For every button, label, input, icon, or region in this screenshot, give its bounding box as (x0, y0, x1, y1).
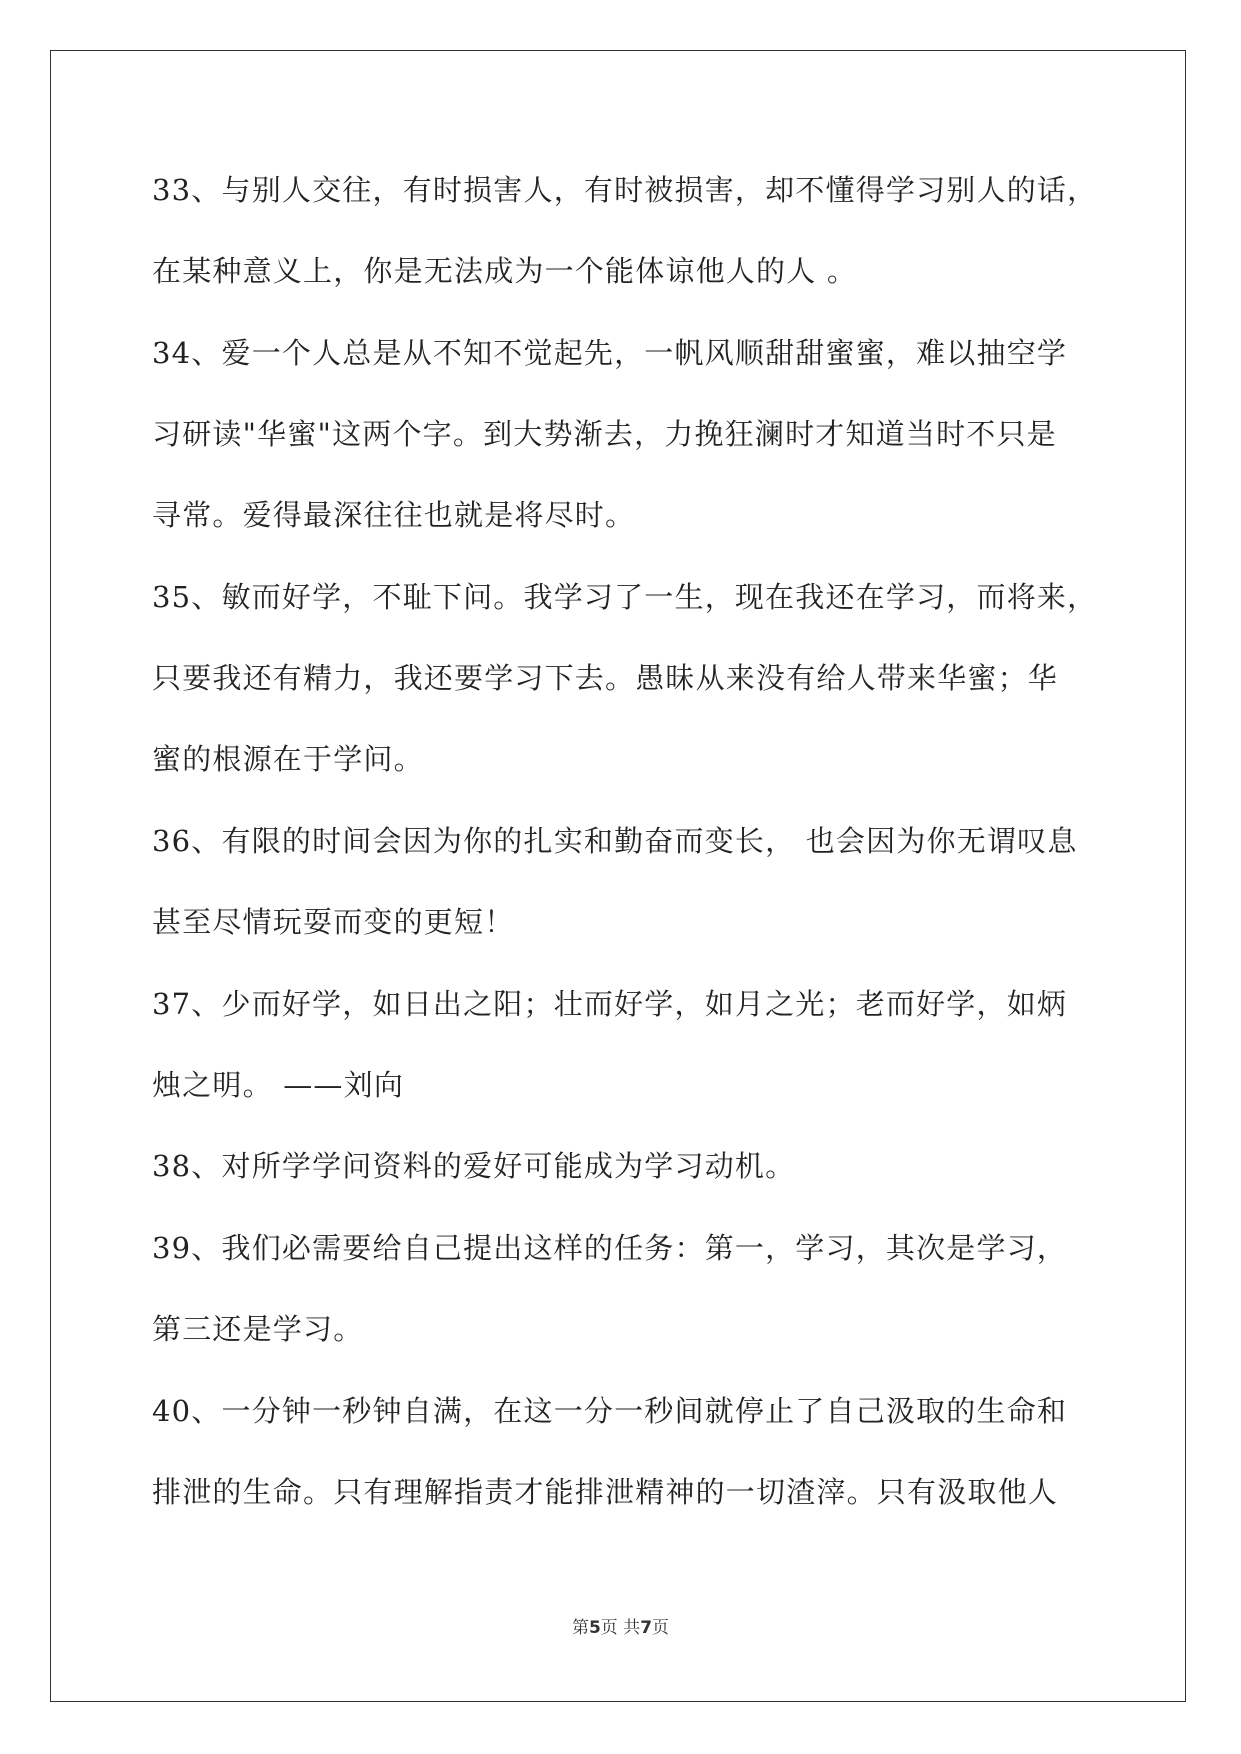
total-page-number: 7 (640, 1618, 653, 1638)
current-page-number: 5 (588, 1618, 601, 1638)
text-line: 甚至尽情玩耍而变的更短！ (152, 905, 515, 939)
text-line: 蜜的根源在于学问。 (152, 742, 424, 776)
text-line: 排泄的生命。只有理解指责才能排泄精神的一切渣滓。只有汲取他人 (152, 1475, 1059, 1509)
page-footer (0, 1618, 1241, 1638)
text-line: 寻常。爱得最深往往也就是将尽时。 (152, 498, 636, 532)
text-line: 36、有限的时间会因为你的扎实和勤奋而变长， 也会因为你无谓叹息 (152, 824, 1078, 858)
text-line: 习研读"华蜜"这两个字。到大势渐去，力挽狂澜时才知道当时不只是 (152, 417, 1057, 451)
text-line: 37、少而好学，如日出之阳；壮而好学，如月之光；老而好学，如炳 (152, 987, 1068, 1021)
text-line: 35、敏而好学，不耻下问。我学习了一生，现在我还在学习，而将来， (152, 580, 1098, 614)
text-line: 38、对所学学问资料的爱好可能成为学习动机。 (152, 1149, 796, 1183)
footer-suffix: 页 (652, 1618, 670, 1638)
text-line: 在某种意义上，你是无法成为一个能体谅他人的人 。 (152, 254, 858, 288)
footer-prefix: 第 (571, 1618, 589, 1638)
text-line: 39、我们必需要给自己提出这样的任务：第一，学习，其次是学习， (152, 1231, 1068, 1265)
page-border (50, 50, 1186, 1702)
text-line: 34、爱一个人总是从不知不觉起先，一帆风顺甜甜蜜蜜，难以抽空学 (152, 336, 1068, 370)
footer-middle: 页 共 (600, 1618, 641, 1638)
text-line: 第三还是学习。 (152, 1312, 364, 1346)
text-line: 40、一分钟一秒钟自满，在这一分一秒间就停止了自己汲取的生命和 (152, 1394, 1068, 1428)
text-line: 33、与别人交往，有时损害人，有时被损害，却不懂得学习别人的话， (152, 173, 1098, 207)
text-line: 只要我还有精力，我还要学习下去。愚昧从来没有给人带来华蜜；华 (152, 661, 1059, 695)
text-line: 烛之明。 ——刘向 (152, 1068, 405, 1102)
